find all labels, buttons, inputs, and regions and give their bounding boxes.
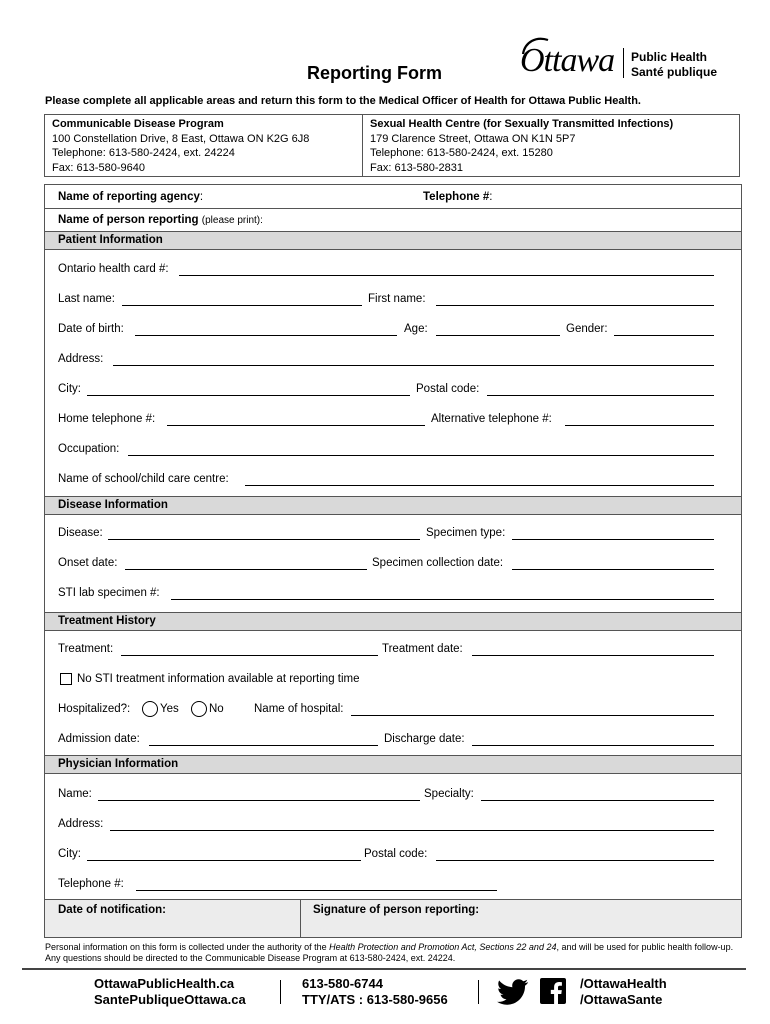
footer-websites [94, 976, 246, 1008]
cdp-address: 100 Constellation Drive, 8 East, Ottawa ON K2G 6J8 [52, 132, 310, 145]
divider [45, 208, 741, 209]
shc-phone: Telephone: 613-580-2424, ext. 15280 [370, 147, 553, 159]
specialty-field[interactable] [481, 800, 714, 801]
signoff-box [45, 899, 741, 937]
footer-social [580, 976, 667, 1008]
logo-wordmark: Ottawa [520, 42, 615, 79]
admission-date-field[interactable] [149, 745, 378, 746]
cdp-heading: Communicable Disease Program [52, 118, 224, 130]
first-name-field[interactable] [436, 305, 714, 306]
website-en-link[interactable]: OttawaPublicHealth.ca [94, 976, 235, 991]
discharge-date-label: Discharge date: [384, 733, 465, 745]
occupation-label: Occupation: [58, 443, 120, 455]
logo-divider [623, 48, 624, 78]
section-disease-information: Disease Information [45, 496, 741, 515]
disease-label: Disease: [58, 527, 103, 539]
cdp-phone: Telephone: 613-580-2424, ext. 24224 [52, 147, 235, 159]
home-telephone-field[interactable] [167, 425, 425, 426]
physician-address-label: Address: [58, 818, 104, 830]
specimen-type-field[interactable] [512, 539, 714, 540]
footer-phone: 613-580-6744 [302, 976, 383, 991]
age-label: Age: [404, 323, 428, 335]
alt-telephone-label: Alternative telephone #: [431, 413, 552, 425]
hospital-name-field[interactable] [351, 715, 714, 716]
school-label: Name of school/child care centre: [58, 473, 229, 485]
specimen-type-label: Specimen type: [426, 527, 506, 539]
agency-telephone-label: Telephone # [423, 191, 490, 203]
treatment-label: Treatment: [58, 643, 114, 655]
specialty-label: Specialty: [424, 788, 474, 800]
last-name-field[interactable] [122, 305, 362, 306]
address-field[interactable] [113, 365, 714, 366]
last-name-label: Last name: [58, 293, 115, 305]
footer-tty: TTY/ATS : 613-580-9656 [302, 992, 448, 1007]
footer-divider [478, 980, 479, 1004]
website-fr-link[interactable]: SantePubliqueOttawa.ca [94, 992, 246, 1007]
footer-rule [22, 968, 746, 970]
section-physician-information: Physician Information [45, 755, 741, 774]
dob-field[interactable] [135, 335, 397, 336]
treatment-field[interactable] [121, 655, 378, 656]
shc-contact [363, 115, 739, 176]
act-name: Health Protection and Promotion Act, Sections 22 and 24 [329, 942, 557, 952]
physician-city-field[interactable] [87, 860, 361, 861]
no-sti-checkbox[interactable] [60, 673, 72, 685]
signoff-divider [300, 900, 301, 938]
hospital-name-label: Name of hospital: [254, 703, 344, 715]
logo-sante-publique: Santé publique [631, 65, 718, 79]
occupation-field[interactable] [128, 455, 714, 456]
hospitalized-yes-label: Yes [160, 703, 179, 715]
specimen-collection-label: Specimen collection date: [372, 557, 504, 569]
footer-divider [280, 980, 281, 1004]
logo-public-health: Public Health [631, 50, 708, 64]
address-label: Address: [58, 353, 104, 365]
alt-telephone-field[interactable] [565, 425, 714, 426]
physician-name-field[interactable] [98, 800, 420, 801]
disease-field[interactable] [108, 539, 420, 540]
hospitalized-no-radio[interactable] [191, 701, 207, 717]
physician-postal-label: Postal code: [364, 848, 428, 860]
cdp-contact [45, 115, 363, 176]
page-title: Reporting Form [307, 63, 442, 83]
shc-fax: Fax: 613-580-2831 [370, 161, 463, 174]
reporter-name-label: Name of person reporting [58, 214, 199, 226]
age-field[interactable] [436, 335, 560, 336]
admission-date-label: Admission date: [58, 733, 140, 745]
physician-name-label: Name: [58, 788, 92, 800]
onset-date-label: Onset date: [58, 557, 118, 569]
city-field[interactable] [87, 395, 410, 396]
social-handle-fr[interactable]: /OttawaSante [580, 992, 663, 1007]
footer-phones [302, 976, 448, 1008]
dob-label: Date of birth: [58, 323, 124, 335]
reporting-form: Name of reporting agency: Telephone #: Name of person reporting (please print): Patient Information Ontario health card #: Last name: First name: Date of birth: Age: Gender: Address: City: Postal code: Home telephone #: Alternative telephone #: Occupation: Name of school/child care centre: Disease Information Disease: Specimen type: Onset date: Specimen collection date: STI lab specimen #: Treatment History Treatment: Treatment date: No STI treatment information available at reporting time Hospitalized?: Yes No Name of hospital: Admission date: Discharge date: Physician Information Name: Specialty: Address: City: Postal code: Telephone #: Date of notification: Signature of person reporting: [44, 184, 742, 938]
treatment-date-field[interactable] [472, 655, 714, 656]
agency-name-label: Name of reporting agency [58, 191, 200, 203]
hospitalized-label: Hospitalized?: [58, 703, 131, 715]
contact-box [44, 114, 740, 177]
health-card-field[interactable] [179, 275, 714, 276]
gender-label: Gender: [566, 323, 608, 335]
section-treatment-history: Treatment History [45, 612, 741, 631]
cdp-fax: Fax: 613-580-9640 [52, 161, 145, 174]
signature-label: Signature of person reporting: [313, 904, 480, 916]
first-name-label: First name: [368, 293, 426, 305]
facebook-icon[interactable] [540, 978, 566, 1004]
social-handle-en[interactable]: /OttawaHealth [580, 976, 667, 991]
shc-address: 179 Clarence Street, Ottawa ON K1N 5P7 [370, 132, 576, 145]
discharge-date-field[interactable] [472, 745, 714, 746]
instructions-text: Please complete all applicable areas and return this form to the Medical Officer of Health for Ottawa Public Health. [45, 95, 641, 107]
treatment-date-label: Treatment date: [382, 643, 463, 655]
hospitalized-no-label: No [209, 703, 224, 715]
no-sti-label: No STI treatment information available at reporting time [77, 673, 360, 685]
onset-date-field[interactable] [125, 569, 367, 570]
home-telephone-label: Home telephone #: [58, 413, 156, 425]
physician-postal-field[interactable] [436, 860, 714, 861]
hospitalized-yes-radio[interactable] [142, 701, 158, 717]
physician-telephone-label: Telephone #: [58, 878, 124, 890]
twitter-icon[interactable] [497, 979, 529, 1005]
ottawa-logo [520, 36, 740, 84]
specimen-collection-field[interactable] [512, 569, 714, 570]
shc-heading: Sexual Health Centre (for Sexually Transmitted Infections) [370, 118, 674, 130]
privacy-notice: Personal information on this form is collected under the authority of the Health Protection and Promotion Act, Sections 22 and 24, and will be used for public health follow-up. Any questions should be directed to the Communicable Disease Program at 613-580-2424, ext. 24224. [45, 942, 734, 963]
sti-lab-label: STI lab specimen #: [58, 587, 160, 599]
gender-field[interactable] [614, 335, 714, 336]
physician-city-label: City: [58, 848, 81, 860]
reporter-name-hint: (please print): [201, 215, 263, 226]
physician-address-field[interactable] [110, 830, 714, 831]
section-patient-information: Patient Information [45, 231, 741, 250]
sti-lab-field[interactable] [171, 599, 714, 600]
postal-code-field[interactable] [487, 395, 714, 396]
postal-code-label: Postal code: [416, 383, 480, 395]
city-label: City: [58, 383, 81, 395]
physician-telephone-field[interactable] [136, 890, 497, 891]
health-card-label: Ontario health card #: [58, 263, 169, 275]
date-of-notification-label: Date of notification: [58, 904, 166, 916]
school-field[interactable] [245, 485, 714, 486]
